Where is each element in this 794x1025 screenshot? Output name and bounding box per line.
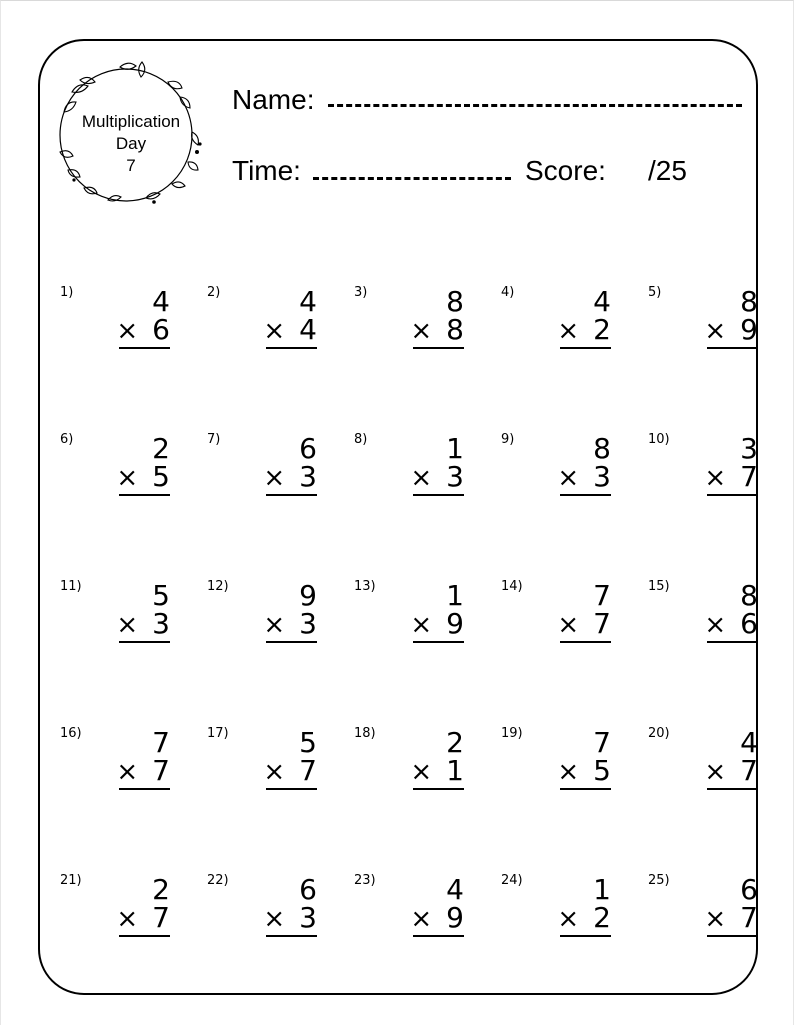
problem-6	[60, 432, 170, 522]
problem-multiplicand: 7	[152, 726, 170, 759]
times-sign: ×	[410, 463, 433, 493]
problem-multiplicand: 2	[446, 726, 464, 759]
answer-line[interactable]	[413, 788, 464, 790]
answer-line[interactable]	[266, 641, 317, 643]
problem-multiplicand: 7	[593, 579, 611, 612]
answer-line[interactable]	[413, 641, 464, 643]
problem-multiplicand: 8	[593, 432, 611, 465]
problem-number: 19)	[501, 726, 523, 741]
problem-multiplier: 7	[740, 754, 758, 787]
answer-line[interactable]	[413, 494, 464, 496]
problem-multiplier-row	[678, 903, 758, 934]
times-sign: ×	[263, 610, 286, 640]
times-sign: ×	[263, 904, 286, 934]
times-sign: ×	[557, 610, 580, 640]
problem-multiplier: 7	[152, 754, 170, 787]
problem-multiplicand: 7	[593, 726, 611, 759]
problem-9	[501, 432, 611, 522]
problem-multiplier-row	[678, 609, 758, 640]
problem-multiplier-row	[531, 609, 611, 640]
answer-line[interactable]	[560, 494, 611, 496]
problem-11	[60, 579, 170, 669]
problem-multiplier: 1	[446, 754, 464, 787]
problem-multiplicand: 4	[299, 285, 317, 318]
problem-multiplier: 3	[299, 901, 317, 934]
problem-multiplier-row	[237, 756, 317, 787]
answer-line[interactable]	[560, 788, 611, 790]
problem-number: 17)	[207, 726, 229, 741]
times-sign: ×	[116, 610, 139, 640]
problem-18	[354, 726, 464, 816]
score-total: /25	[648, 155, 687, 186]
answer-line[interactable]	[266, 494, 317, 496]
times-sign: ×	[263, 316, 286, 346]
problem-multiplier: 7	[593, 607, 611, 640]
problem-number: 25)	[648, 873, 670, 888]
times-sign: ×	[410, 904, 433, 934]
problem-1	[60, 285, 170, 375]
times-sign: ×	[116, 316, 139, 346]
problem-8	[354, 432, 464, 522]
problem-number: 20)	[648, 726, 670, 741]
problem-multiplier-row	[90, 609, 170, 640]
problem-multiplier: 9	[740, 313, 758, 346]
problem-multiplicand: 8	[740, 285, 758, 318]
problem-number: 2)	[207, 285, 221, 300]
problem-multiplier: 6	[740, 607, 758, 640]
problem-multiplier-row	[384, 462, 464, 493]
problem-number: 21)	[60, 873, 82, 888]
answer-line[interactable]	[707, 494, 758, 496]
problem-multiplier: 5	[593, 754, 611, 787]
times-sign: ×	[263, 757, 286, 787]
answer-line[interactable]	[119, 494, 170, 496]
times-sign: ×	[704, 757, 727, 787]
problem-multiplier: 7	[740, 460, 758, 493]
problem-number: 14)	[501, 579, 523, 594]
problem-2	[207, 285, 317, 375]
problem-multiplicand: 5	[299, 726, 317, 759]
problem-multiplier: 3	[299, 460, 317, 493]
problem-number: 24)	[501, 873, 523, 888]
problem-multiplier: 6	[152, 313, 170, 346]
problem-multiplier: 7	[152, 901, 170, 934]
problem-number: 12)	[207, 579, 229, 594]
problem-multiplier-row	[531, 903, 611, 934]
problem-15	[648, 579, 758, 669]
problem-number: 11)	[60, 579, 82, 594]
answer-line[interactable]	[266, 347, 317, 349]
problem-21	[60, 873, 170, 963]
problem-multiplier: 7	[740, 901, 758, 934]
problem-multiplier: 9	[446, 607, 464, 640]
problem-number: 1)	[60, 285, 74, 300]
times-sign: ×	[263, 463, 286, 493]
problem-multiplier-row	[90, 315, 170, 346]
badge-day-number: 7	[126, 156, 136, 175]
problem-multiplicand: 2	[152, 873, 170, 906]
time-label: Time:	[232, 155, 301, 186]
problem-number: 13)	[354, 579, 376, 594]
name-field[interactable]	[328, 104, 742, 107]
times-sign: ×	[557, 316, 580, 346]
problem-multiplier: 4	[299, 313, 317, 346]
problem-4	[501, 285, 611, 375]
problem-multiplier-row	[237, 315, 317, 346]
problem-13	[354, 579, 464, 669]
problem-multiplicand: 8	[740, 579, 758, 612]
answer-line[interactable]	[707, 347, 758, 349]
answer-line[interactable]	[119, 935, 170, 937]
title-badge	[50, 52, 212, 214]
problem-multiplier-row	[90, 756, 170, 787]
problem-number: 23)	[354, 873, 376, 888]
problem-12	[207, 579, 317, 669]
times-sign: ×	[410, 757, 433, 787]
problem-number: 9)	[501, 432, 515, 447]
problem-multiplier-row	[384, 903, 464, 934]
problem-multiplier: 3	[446, 460, 464, 493]
problem-number: 7)	[207, 432, 221, 447]
problem-multiplier-row	[678, 756, 758, 787]
problem-23	[354, 873, 464, 963]
problem-multiplicand: 6	[299, 432, 317, 465]
problem-multiplicand: 4	[593, 285, 611, 318]
problem-multiplier: 5	[152, 460, 170, 493]
times-sign: ×	[557, 757, 580, 787]
problem-number: 18)	[354, 726, 376, 741]
problem-multiplier: 3	[593, 460, 611, 493]
problem-number: 3)	[354, 285, 368, 300]
name-label: Name:	[232, 84, 315, 115]
leaf-wreath-icon	[50, 52, 212, 214]
answer-line[interactable]	[413, 935, 464, 937]
problem-multiplicand: 8	[446, 285, 464, 318]
problem-multiplier-row	[384, 609, 464, 640]
problem-25	[648, 873, 758, 963]
times-sign: ×	[410, 316, 433, 346]
problem-multiplier-row	[90, 462, 170, 493]
answer-line[interactable]	[707, 788, 758, 790]
answer-line[interactable]	[707, 935, 758, 937]
problem-multiplier-row	[531, 462, 611, 493]
answer-line[interactable]	[560, 641, 611, 643]
problem-multiplicand: 1	[446, 579, 464, 612]
problem-multiplicand: 1	[593, 873, 611, 906]
problem-multiplier-row	[90, 903, 170, 934]
problem-17	[207, 726, 317, 816]
answer-line[interactable]	[707, 641, 758, 643]
times-sign: ×	[116, 904, 139, 934]
problem-number: 10)	[648, 432, 670, 447]
problem-multiplicand: 1	[446, 432, 464, 465]
problem-multiplicand: 2	[152, 432, 170, 465]
times-sign: ×	[557, 463, 580, 493]
times-sign: ×	[704, 904, 727, 934]
badge-title: Multiplication	[81, 112, 181, 131]
times-sign: ×	[116, 757, 139, 787]
times-sign: ×	[116, 463, 139, 493]
problem-3	[354, 285, 464, 375]
problem-multiplier-row	[678, 462, 758, 493]
problem-multiplier-row	[237, 609, 317, 640]
problem-multiplier-row	[384, 756, 464, 787]
answer-line[interactable]	[560, 347, 611, 349]
problem-10	[648, 432, 758, 522]
problem-5	[648, 285, 758, 375]
problem-multiplier: 2	[593, 313, 611, 346]
times-sign: ×	[557, 904, 580, 934]
problem-multiplier: 8	[446, 313, 464, 346]
answer-line[interactable]	[413, 347, 464, 349]
problem-multiplicand: 4	[446, 873, 464, 906]
times-sign: ×	[704, 316, 727, 346]
problem-multiplicand: 3	[740, 432, 758, 465]
badge-day-label: Day	[115, 134, 147, 153]
problem-multiplier: 3	[152, 607, 170, 640]
problem-multiplier-row	[678, 315, 758, 346]
problem-multiplicand: 5	[152, 579, 170, 612]
answer-line[interactable]	[119, 788, 170, 790]
problem-multiplicand: 6	[740, 873, 758, 906]
problem-multiplicand: 6	[299, 873, 317, 906]
problem-number: 5)	[648, 285, 662, 300]
problem-14	[501, 579, 611, 669]
problem-multiplicand: 9	[299, 579, 317, 612]
problem-multiplier: 7	[299, 754, 317, 787]
problem-multiplier: 3	[299, 607, 317, 640]
times-sign: ×	[704, 463, 727, 493]
problem-multiplier-row	[237, 462, 317, 493]
problem-number: 15)	[648, 579, 670, 594]
problem-multiplicand: 4	[152, 285, 170, 318]
answer-line[interactable]	[560, 935, 611, 937]
problem-number: 4)	[501, 285, 515, 300]
problem-number: 22)	[207, 873, 229, 888]
time-field[interactable]	[313, 177, 511, 180]
problem-22	[207, 873, 317, 963]
problem-multiplier-row	[531, 315, 611, 346]
problem-multiplier: 2	[593, 901, 611, 934]
score-label: Score:	[525, 155, 606, 186]
problem-multiplier-row	[237, 903, 317, 934]
problem-7	[207, 432, 317, 522]
answer-line[interactable]	[119, 641, 170, 643]
problem-19	[501, 726, 611, 816]
problem-24	[501, 873, 611, 963]
problem-multiplier: 9	[446, 901, 464, 934]
problem-number: 6)	[60, 432, 74, 447]
problem-number: 8)	[354, 432, 368, 447]
answer-line[interactable]	[119, 347, 170, 349]
problem-multiplicand: 4	[740, 726, 758, 759]
problem-20	[648, 726, 758, 816]
problem-multiplier-row	[531, 756, 611, 787]
answer-line[interactable]	[266, 935, 317, 937]
problem-multiplier-row	[384, 315, 464, 346]
problem-number: 16)	[60, 726, 82, 741]
times-sign: ×	[704, 610, 727, 640]
times-sign: ×	[410, 610, 433, 640]
problem-16	[60, 726, 170, 816]
answer-line[interactable]	[266, 788, 317, 790]
